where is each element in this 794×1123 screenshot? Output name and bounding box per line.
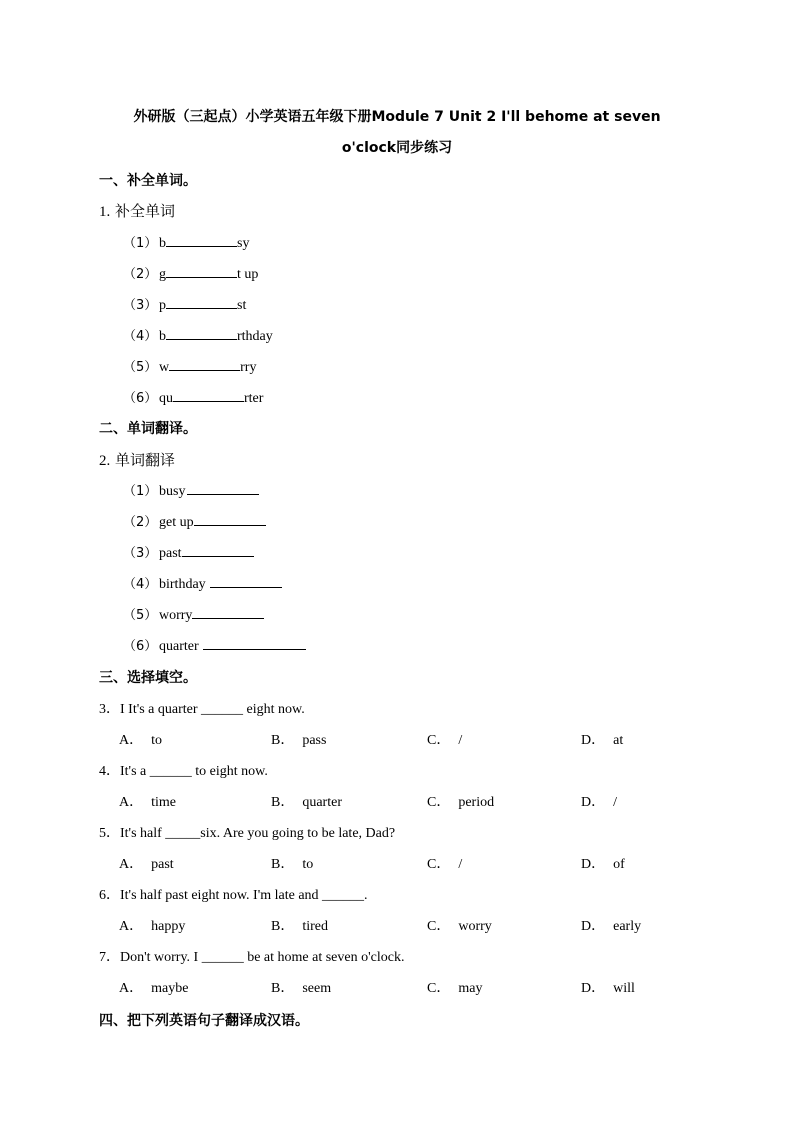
option-b[interactable] bbox=[271, 791, 342, 811]
option-label: D． bbox=[581, 795, 606, 810]
option-text: / bbox=[458, 733, 463, 748]
question-7: 7．Don't worry. I ______ be at home at seven o'clock. bbox=[99, 950, 405, 965]
item-number: （1） bbox=[123, 484, 158, 499]
question-4-options bbox=[119, 791, 679, 811]
option-c[interactable] bbox=[427, 915, 492, 935]
option-a[interactable] bbox=[119, 977, 188, 997]
translate-item bbox=[123, 511, 266, 531]
option-label: D． bbox=[581, 919, 606, 934]
option-label: A． bbox=[119, 981, 144, 996]
word: quarter bbox=[159, 639, 199, 654]
question-2-heading bbox=[99, 449, 175, 470]
item-number: （1） bbox=[123, 236, 158, 251]
option-label: C． bbox=[427, 981, 451, 996]
word-end: rter bbox=[244, 391, 264, 406]
option-text: at bbox=[613, 733, 624, 748]
translate-item bbox=[123, 542, 254, 562]
answer-blank[interactable] bbox=[182, 544, 254, 557]
document-title-line1: 外研版（三起点）小学英语五年级下册Module 7 Unit 2 I'll behome at seven bbox=[133, 109, 661, 125]
question-5: 5．It's half _____six. Are you going to be late, Dad? bbox=[99, 826, 396, 841]
item-number: （3） bbox=[123, 298, 158, 313]
option-label: B． bbox=[271, 733, 295, 748]
word-end: st bbox=[237, 298, 247, 313]
option-a[interactable] bbox=[119, 791, 176, 811]
question-6: 6．It's half past eight now. I'm late and ______. bbox=[99, 888, 368, 903]
answer-blank[interactable] bbox=[166, 265, 237, 278]
question-text: 补全单词 bbox=[115, 202, 176, 220]
option-text: to bbox=[302, 857, 314, 872]
answer-blank[interactable] bbox=[169, 358, 240, 371]
word-start: qu bbox=[159, 391, 173, 406]
item-number: （6） bbox=[123, 639, 158, 654]
option-c[interactable] bbox=[427, 729, 462, 749]
fill-word-item bbox=[123, 356, 256, 376]
option-c[interactable] bbox=[427, 791, 494, 811]
option-label: B． bbox=[271, 857, 295, 872]
answer-blank[interactable] bbox=[203, 637, 306, 650]
translate-item bbox=[123, 480, 259, 500]
option-b[interactable] bbox=[271, 977, 331, 997]
option-text: / bbox=[613, 795, 618, 810]
section-heading-2: 二、单词翻译。 bbox=[99, 421, 197, 437]
option-text: past bbox=[151, 857, 174, 872]
answer-blank[interactable] bbox=[210, 575, 282, 588]
word-end: t up bbox=[237, 267, 259, 282]
item-number: （5） bbox=[123, 608, 158, 623]
option-label: C． bbox=[427, 795, 451, 810]
item-number: （2） bbox=[123, 515, 158, 530]
answer-blank[interactable] bbox=[166, 296, 237, 309]
option-text: quarter bbox=[302, 795, 342, 810]
item-number: （3） bbox=[123, 546, 158, 561]
document-title-line2: o'clock同步练习 bbox=[341, 140, 453, 156]
section-heading-4: 四、把下列英语句子翻译成汉语。 bbox=[99, 1013, 309, 1029]
word-end: sy bbox=[237, 236, 250, 251]
translate-item bbox=[123, 635, 306, 655]
option-a[interactable] bbox=[119, 915, 185, 935]
option-d[interactable] bbox=[581, 915, 641, 935]
option-text: time bbox=[151, 795, 177, 810]
option-label: B． bbox=[271, 795, 295, 810]
word: past bbox=[159, 546, 182, 561]
word: busy bbox=[159, 484, 186, 499]
option-label: B． bbox=[271, 981, 295, 996]
question-6-options bbox=[119, 915, 679, 935]
translate-item bbox=[123, 573, 282, 593]
option-text: worry bbox=[458, 919, 492, 934]
option-text: may bbox=[458, 981, 483, 996]
question-text: 单词翻译 bbox=[115, 451, 176, 469]
translate-item bbox=[123, 604, 264, 624]
word-end: rthday bbox=[237, 329, 273, 344]
word-start: p bbox=[159, 298, 166, 313]
fill-word-item bbox=[123, 263, 258, 283]
option-label: D． bbox=[581, 733, 606, 748]
word-start: b bbox=[159, 236, 166, 251]
option-label: A． bbox=[119, 733, 144, 748]
option-label: A． bbox=[119, 919, 144, 934]
option-label: C． bbox=[427, 733, 451, 748]
word-start: g bbox=[159, 267, 166, 282]
option-text: / bbox=[458, 857, 463, 872]
answer-blank[interactable] bbox=[166, 327, 237, 340]
question-number: 2. bbox=[99, 453, 111, 469]
word-start: b bbox=[159, 329, 166, 344]
item-number: （4） bbox=[123, 577, 158, 592]
fill-word-item bbox=[123, 325, 273, 345]
word: birthday bbox=[159, 577, 206, 592]
option-text: to bbox=[151, 733, 163, 748]
option-text: maybe bbox=[151, 981, 189, 996]
option-d[interactable] bbox=[581, 729, 623, 749]
option-b[interactable] bbox=[271, 915, 328, 935]
answer-blank[interactable] bbox=[194, 513, 266, 526]
option-text: tired bbox=[302, 919, 328, 934]
answer-blank[interactable] bbox=[166, 234, 237, 247]
option-label: A． bbox=[119, 795, 144, 810]
word-end: rry bbox=[240, 360, 257, 375]
option-b[interactable] bbox=[271, 853, 313, 873]
option-text: early bbox=[613, 919, 642, 934]
answer-blank[interactable] bbox=[187, 482, 259, 495]
option-label: C． bbox=[427, 919, 451, 934]
option-label: D． bbox=[581, 857, 606, 872]
question-number: 1. bbox=[99, 204, 111, 220]
section-heading-1: 一、补全单词。 bbox=[99, 173, 197, 189]
question-7-options bbox=[119, 977, 679, 997]
question-4: 4．It's a ______ to eight now. bbox=[99, 764, 268, 779]
answer-blank[interactable] bbox=[173, 389, 244, 402]
item-number: （5） bbox=[123, 360, 158, 375]
question-3: 3．I It's a quarter ______ eight now. bbox=[99, 702, 305, 717]
option-text: seem bbox=[302, 981, 332, 996]
option-label: A． bbox=[119, 857, 144, 872]
option-text: of bbox=[613, 857, 625, 872]
fill-word-item bbox=[123, 387, 263, 407]
question-5-options bbox=[119, 853, 679, 873]
answer-blank[interactable] bbox=[192, 606, 264, 619]
item-number: （4） bbox=[123, 329, 158, 344]
word: get up bbox=[159, 515, 194, 530]
option-a[interactable] bbox=[119, 729, 162, 749]
fill-word-item bbox=[123, 232, 249, 252]
section-heading-3: 三、选择填空。 bbox=[99, 670, 197, 686]
option-label: C． bbox=[427, 857, 451, 872]
option-text: pass bbox=[302, 733, 327, 748]
word-start: w bbox=[159, 360, 170, 375]
fill-word-item bbox=[123, 294, 246, 314]
item-number: （6） bbox=[123, 391, 158, 406]
option-b[interactable] bbox=[271, 729, 326, 749]
question-1-heading bbox=[99, 200, 175, 221]
option-d[interactable] bbox=[581, 791, 617, 811]
option-a[interactable] bbox=[119, 853, 174, 873]
word: worry bbox=[159, 608, 193, 623]
option-text: period bbox=[458, 795, 495, 810]
option-text: will bbox=[613, 981, 635, 996]
option-d[interactable] bbox=[581, 977, 635, 997]
option-d[interactable] bbox=[581, 853, 625, 873]
question-3-options bbox=[119, 729, 679, 749]
item-number: （2） bbox=[123, 267, 158, 282]
option-label: B． bbox=[271, 919, 295, 934]
option-label: D． bbox=[581, 981, 606, 996]
option-c[interactable] bbox=[427, 853, 462, 873]
option-text: happy bbox=[151, 919, 186, 934]
option-c[interactable] bbox=[427, 977, 482, 997]
